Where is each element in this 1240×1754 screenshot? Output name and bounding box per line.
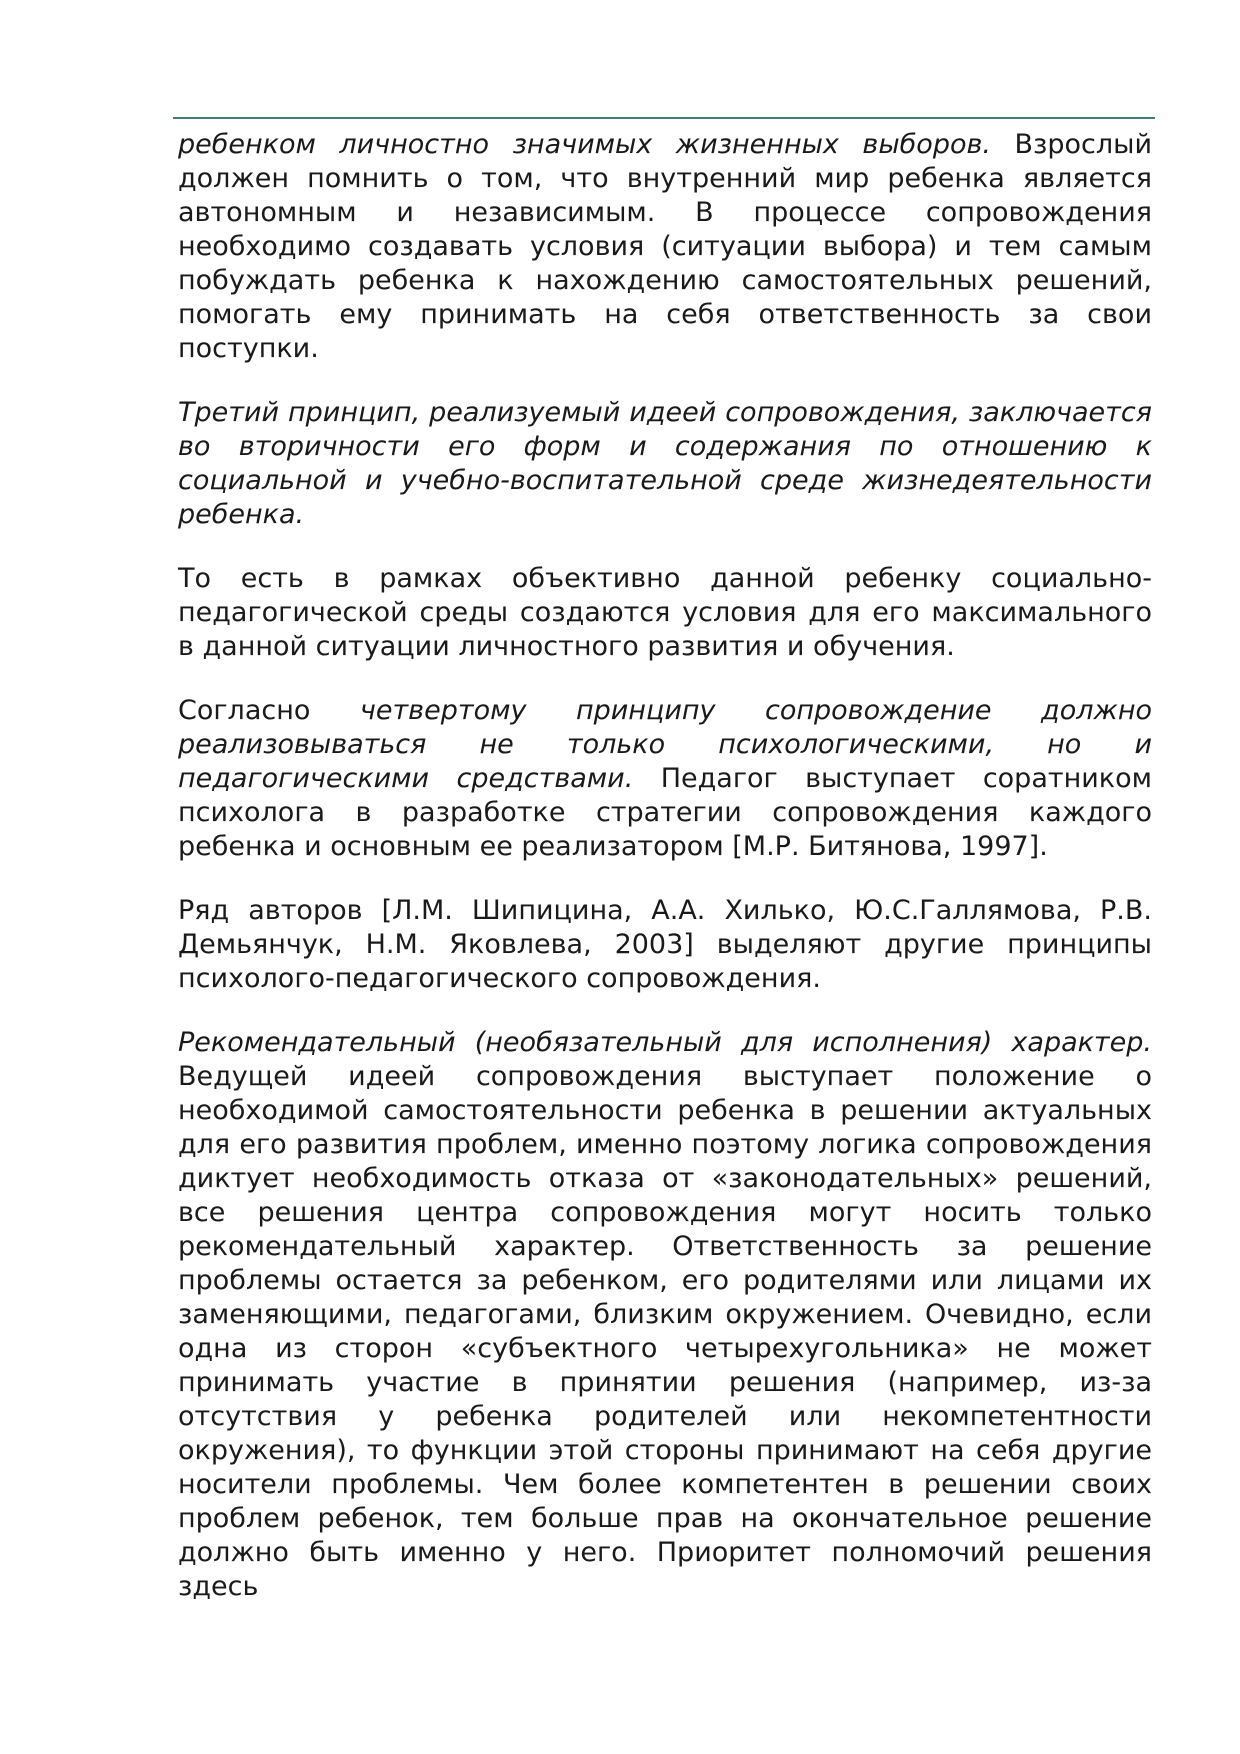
header-rule — [173, 117, 1155, 119]
paragraph-5 — [178, 894, 1152, 996]
paragraph-1-italic-lead: ребенком личностно значимых жизненных выборов. — [178, 129, 991, 160]
paragraph-4-lead: Согласно — [178, 695, 360, 726]
paragraph-5-text: Ряд авторов [Л.М. Шипицина, А.А. Хилько, Ю.С.Галлямова, Р.В. Демьянчук, Н.М. Яковлева, 2003] выделяют другие принципы психолого-педагогического сопровождения. — [178, 895, 1152, 994]
paragraph-1-text: Взрослый должен помнить о том, что внутренний мир ребенка является автономным и независимым. В процессе сопровождения необходимо создавать условия (ситуации выбора) и тем самым побуждать ребенка к нахождению самостоятельных решений, помогать ему принимать на себя ответственность за свои поступки. — [178, 129, 1153, 364]
paragraph-3-text: То есть в рамках объективно данной ребенку социально-педагогической среды создаются условия для его максимального в данной ситуации личностного развития и обучения. — [178, 563, 1152, 662]
page-body — [178, 128, 1152, 1634]
paragraph-1 — [178, 128, 1152, 366]
paragraph-4-italic: четвертому принципу сопровождение должно реализовываться не только психологическими, но и педагогическими средствами. — [178, 695, 1152, 794]
paragraph-2 — [178, 396, 1152, 532]
paragraph-6 — [178, 1026, 1152, 1604]
paragraph-6-text: Ведущей идеей сопровождения выступает положение о необходимой самостоятельности ребенка в решении актуальных для его развития проблем, именно поэтому логика сопровождения диктует необходимость отказа от «законодательных» решений, все решения центра сопровождения могут носить только рекомендательный характер. Ответственность за решение проблемы остается за ребенком, его родителями или лицами их заменяющими, педагогами, близким окружением. Очевидно, если одна из сторон «субъектного четырехугольника» не может принимать участие в принятии решения (например, из-за отсутствия у ребенка родителей или некомпетентности окружения), то функции этой стороны принимают на себя другие носители проблемы. Чем более компетентен в решении своих проблем ребенок, тем больше прав на окончательное решение должно быть именно у него. Приоритет полномочий решения здесь — [178, 1061, 1152, 1602]
paragraph-4-text: Педагог выступает соратником психолога в разработке стратегии сопровождения каждого ребенка и основным ее реализатором [М.Р. Битянова, 1997]. — [178, 763, 1152, 862]
paragraph-6-italic-lead: Рекомендательный (необязательный для исполнения) характер. — [178, 1027, 1152, 1058]
paragraph-4 — [178, 694, 1152, 864]
paragraph-3 — [178, 562, 1152, 664]
paragraph-2-italic-text: Третий принцип, реализуемый идеей сопровождения, заключается во вторичности его форм и содержания по отношению к социальной и учебно-воспитательной среде жизнедеятельности ребенка. — [178, 397, 1152, 530]
